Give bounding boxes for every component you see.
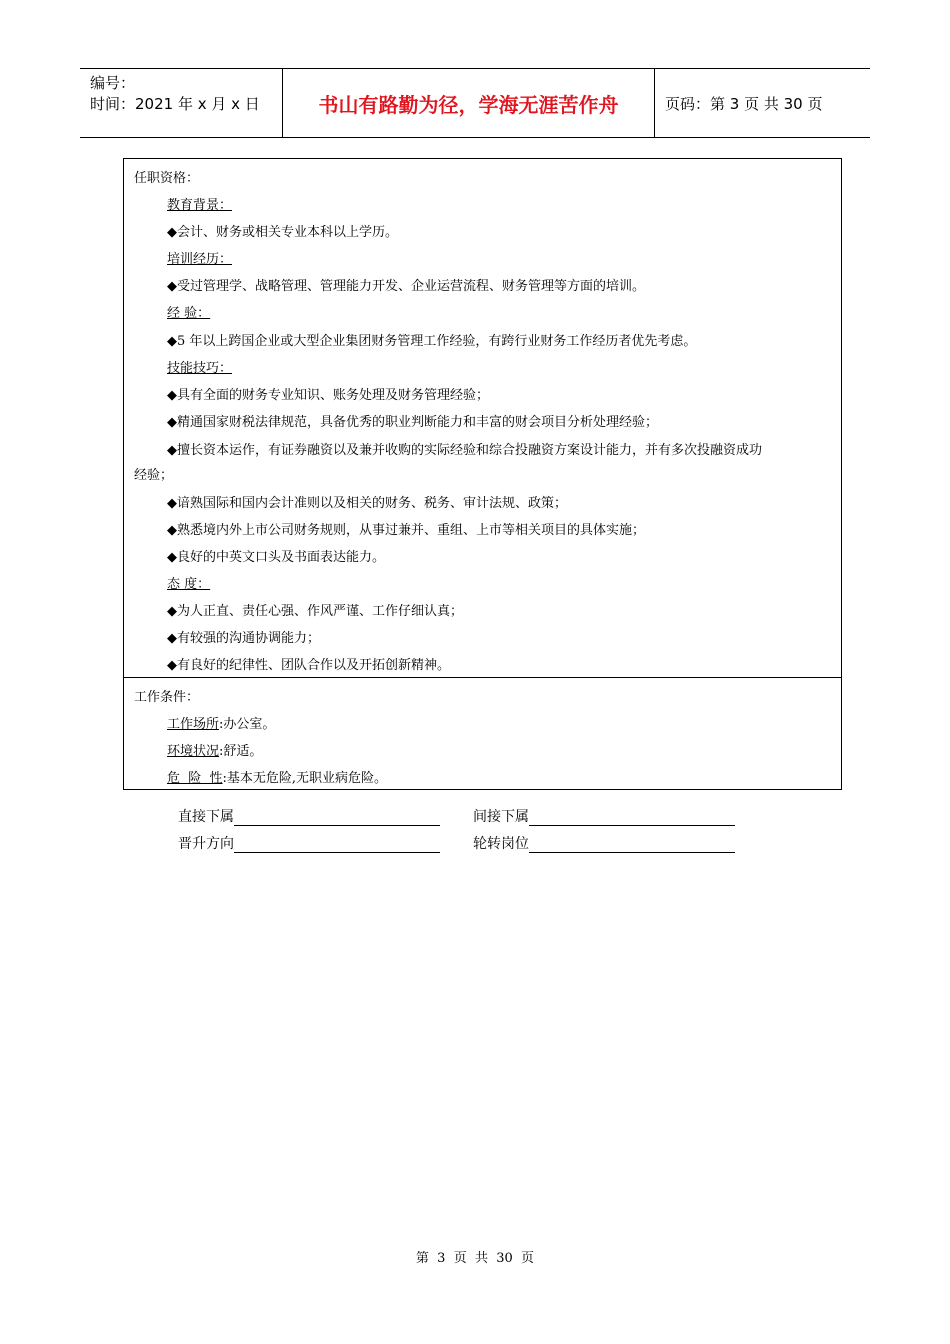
attitude-item: ◆为人正直、责任心强、作风严谨、工作仔细认真； <box>167 604 463 619</box>
skills-item: ◆熟悉境内外上市公司财务规则，从事过兼并、重组、上市等相关项目的具体实施； <box>167 523 645 538</box>
promotion-label: 晋升方向 <box>178 836 234 852</box>
experience-item: ◆5 年以上跨国企业或大型企业集团财务管理工作经验，有跨行业财务工作经历者优先考虑。 <box>167 334 697 349</box>
environment-label: 环境状况 <box>167 744 220 759</box>
skills-item: ◆精通国家财税法律规范，具备优秀的职业判断能力和丰富的财会项目分析处理经验； <box>167 415 658 430</box>
risk-label: 危 险 性 <box>167 771 223 786</box>
skills-item: ◆具有全面的财务专业知识、账务处理及财务管理经验； <box>167 388 489 403</box>
conditions-section <box>123 677 842 790</box>
page-header <box>80 68 870 138</box>
qualifications-section <box>123 158 842 678</box>
skills-item-continued: 经验； <box>134 468 174 483</box>
work-place-value: :办公室。 <box>219 717 276 732</box>
attitude-item: ◆有良好的纪律性、团队合作以及开拓创新精神。 <box>167 658 450 673</box>
skills-item: ◆擅长资本运作，有证券融资以及兼并收购的实际经验和综合投融资方案设计能力，并有多次投融资成功 <box>167 443 762 458</box>
attitude-title: 态 度： <box>167 577 211 592</box>
skills-item: ◆良好的中英文口头及书面表达能力。 <box>167 550 385 565</box>
skills-title: 技能技巧： <box>167 361 233 376</box>
education-item: ◆会计、财务或相关专业本科以上学历。 <box>167 225 398 240</box>
training-item: ◆受过管理学、战略管理、管理能力开发、企业运营流程、财务管理等方面的培训。 <box>167 279 645 294</box>
environment-row <box>167 740 262 759</box>
rotation-field <box>473 833 735 853</box>
environment-value: :舒适。 <box>219 744 263 759</box>
experience-title: 经 验： <box>167 306 211 321</box>
work-place-label: 工作场所 <box>167 717 220 732</box>
indirect-subordinate-field <box>473 806 735 826</box>
attitude-item: ◆有较强的沟通协调能力； <box>167 631 320 646</box>
promotion-field <box>178 833 440 853</box>
promotion-blank[interactable] <box>234 838 440 853</box>
training-title: 培训经历： <box>167 252 233 267</box>
risk-row <box>167 767 387 786</box>
direct-subordinate-blank[interactable] <box>234 811 440 826</box>
skills-item: ◆谙熟国际和国内会计准则以及相关的财务、税务、审计法规、政策； <box>167 496 567 511</box>
qualifications-title: 任职资格： <box>134 171 200 186</box>
rotation-label: 轮转岗位 <box>473 836 529 852</box>
work-place-row <box>167 713 275 732</box>
header-page-number: 页码：第 3 页 共 30 页 <box>665 94 823 113</box>
time-label: 时间：2021 年 x 月 x 日 <box>90 95 260 113</box>
conditions-title: 工作条件： <box>134 690 200 705</box>
header-meta <box>80 69 282 137</box>
header-motto: 书山有路勤为径，学海无涯苦作舟 <box>282 69 655 137</box>
page-footer: 第 3 页 共 30 页 <box>415 1251 535 1266</box>
rotation-blank[interactable] <box>529 838 735 853</box>
risk-value: :基本无危险,无职业病危险。 <box>222 771 388 786</box>
education-title: 教育背景： <box>167 198 233 213</box>
indirect-subordinate-label: 间接下属 <box>473 809 529 825</box>
indirect-subordinate-blank[interactable] <box>529 811 735 826</box>
direct-subordinate-label: 直接下属 <box>178 809 234 825</box>
number-label: 编号： <box>90 74 136 92</box>
direct-subordinate-field <box>178 806 440 826</box>
